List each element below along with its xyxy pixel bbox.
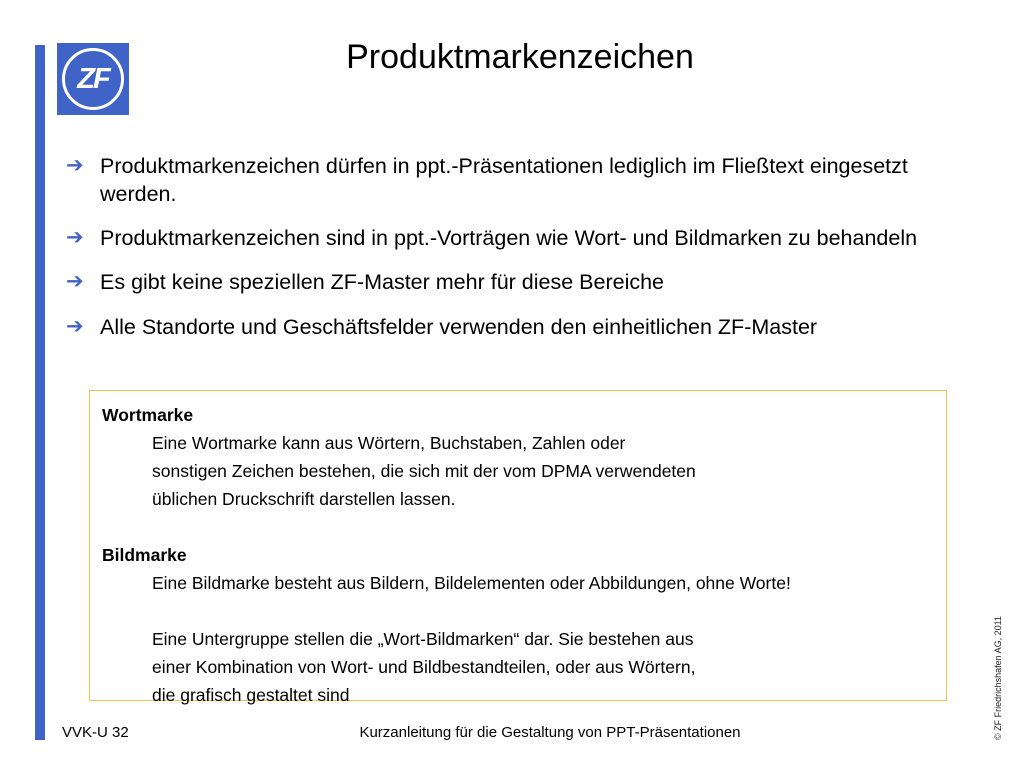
bullet-text: Alle Standorte und Geschäftsfelder verwenden den einheitlichen ZF-Master [100,315,818,339]
spacer [102,597,1002,625]
zf-logo [57,43,129,115]
spacer [102,513,1002,541]
definition-term-wortmarke: Wortmarke [102,405,194,425]
bullet-item [66,224,966,252]
definition-line: die grafisch gestaltet sind [152,685,350,705]
footer-caption: Kurzanleitung für die Gestaltung von PPT-Präsentationen [359,724,741,741]
definitions-content [102,401,1002,709]
definition-line: üblichen Druckschrift darstellen lassen. [152,489,456,509]
accent-bar [35,45,45,740]
arrow-right-icon: ➔ [66,315,84,338]
definition-line: sonstigen Zeichen bestehen, die sich mit der vom DPMA verwendeten [152,461,696,481]
definitions-box [89,390,947,705]
slide-number: VVK-U 32 [62,724,129,741]
bullet-item [66,268,966,296]
definition-line: Eine Wortmarke kann aus Wörtern, Buchstaben, Zahlen oder [152,433,626,453]
copyright-notice: © ZF Friedrichshafen AG, 2011 [993,615,1003,740]
arrow-right-icon: ➔ [66,226,84,249]
slide-title: Produktmarkenzeichen [346,38,694,76]
bullet-text: Es gibt keine speziellen ZF-Master mehr für diese Bereiche [100,270,665,294]
definition-line: Eine Bildmarke besteht aus Bildern, Bildelementen oder Abbildungen, ohne Worte! [152,573,791,593]
zf-logo-mark [62,48,124,110]
arrow-right-icon: ➔ [66,154,84,177]
definition-line: einer Kombination von Wort- und Bildbestandteilen, oder aus Wörtern, [152,657,696,677]
bullet-text: Produktmarkenzeichen dürfen in ppt.-Präsentationen lediglich im Fließtext eingesetzt werden. [100,154,908,206]
definition-term-bildmarke: Bildmarke [102,545,187,565]
arrow-right-icon: ➔ [66,270,84,293]
bullet-item [66,313,966,341]
bullet-item [66,152,966,208]
zf-logo-text: ZF [77,62,109,95]
bullet-list [66,152,966,357]
bullet-text: Produktmarkenzeichen sind in ppt.-Vorträgen wie Wort- und Bildmarken zu behandeln [100,226,918,250]
definition-line: Eine Untergruppe stellen die „Wort-Bildmarken“ dar. Sie bestehen aus [152,629,694,649]
